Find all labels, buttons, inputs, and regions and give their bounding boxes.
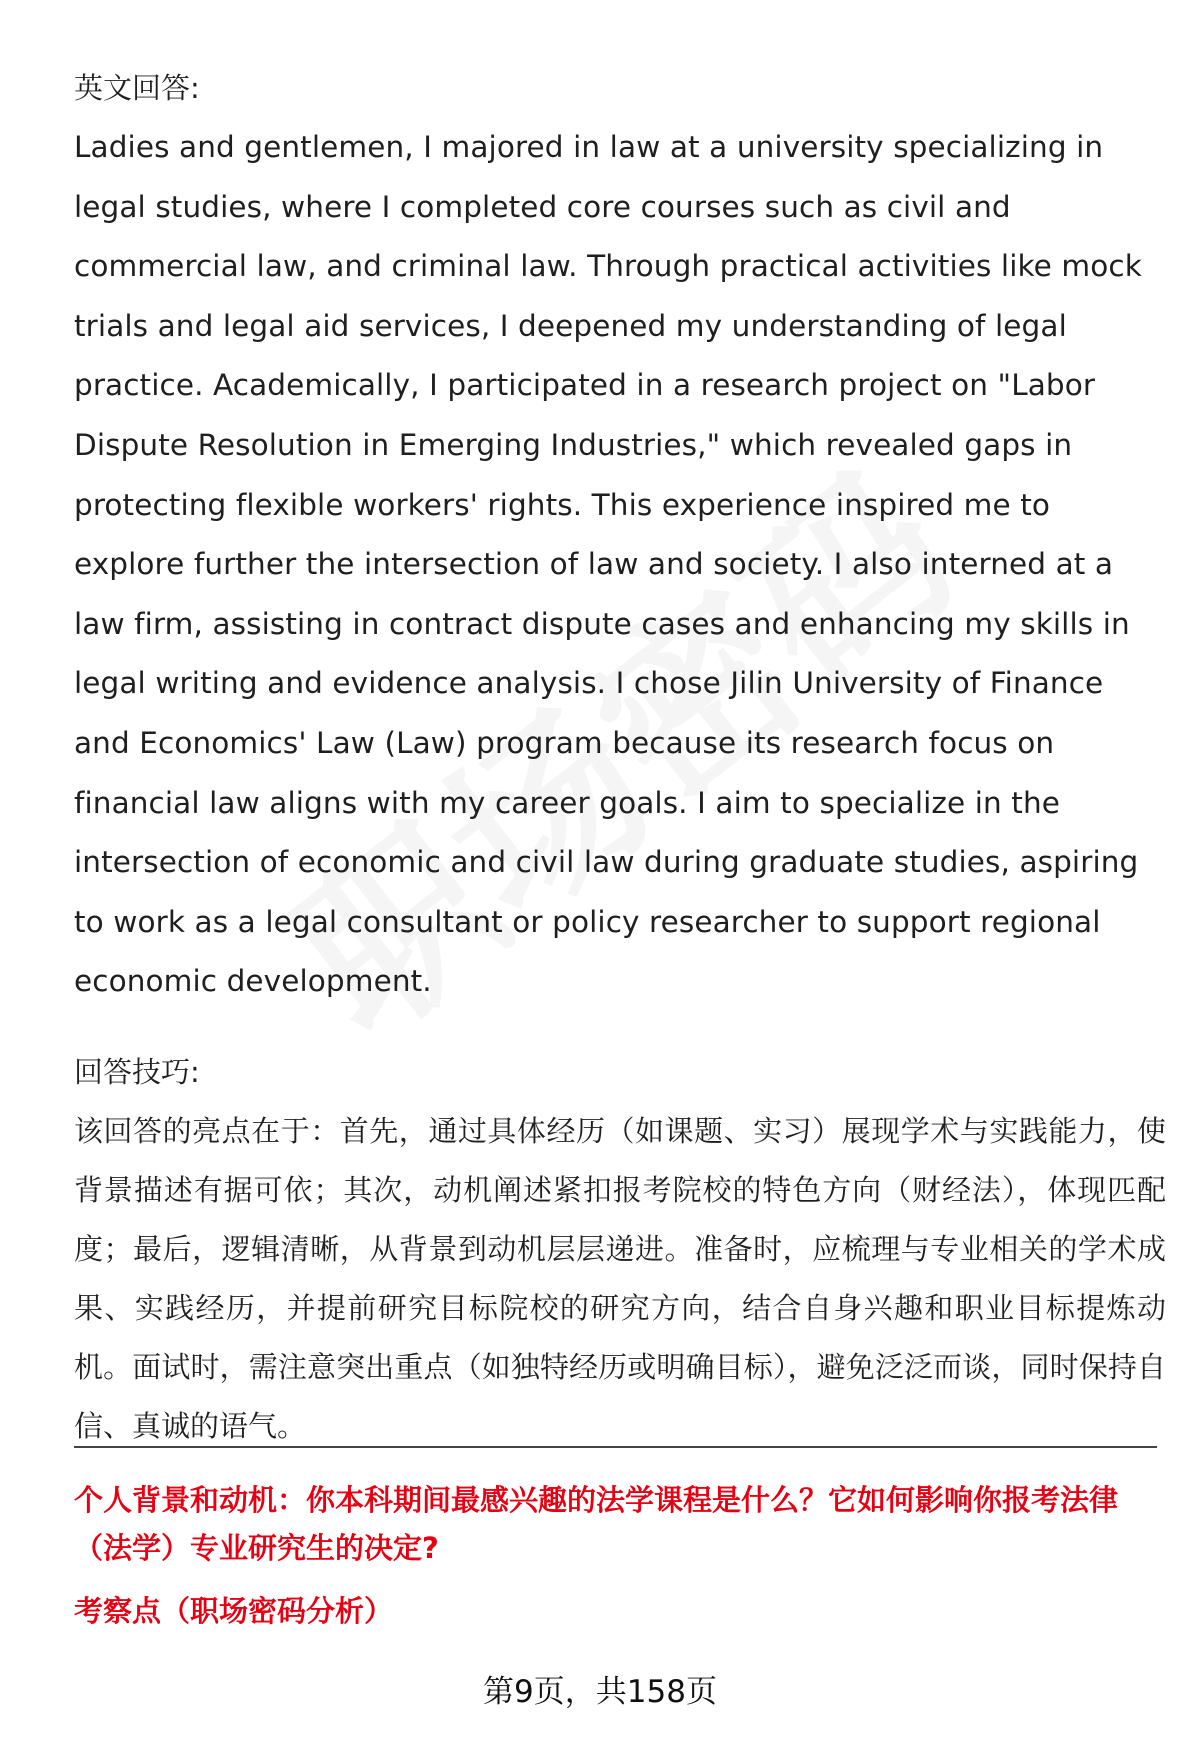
english-answer-text: Ladies and gentlemen, I majored in law at a university specializing in legal studies, where I completed core courses such as civil and commercial law, and criminal law. Through practical activities like mock trials and legal aid services, I deepened my understanding of legal practice. Academically, I participated in a research project on "Labor Dispute Resolution in Emerging Industries," which revealed gaps in protecting flexible workers' rights. This experience inspired me to explore further the intersection of law and society. I also interned at a law firm, assisting in contract dispute cases and enhancing my skills in legal writing and evidence analysis. I chose Jilin University of Finance and Economics' Law (Law) program because its research focus on financial law aligns with my career goals. I aim to specialize in the intersection of economic and civil law during graduate studies, aspiring to work as a legal consultant or policy researcher to support regional economic development. bbox=[74, 130, 1142, 999]
section-divider bbox=[74, 1446, 1157, 1448]
english-answer-label: 英文回答: bbox=[74, 71, 200, 105]
next-question-heading: 个人背景和动机：你本科期间最感兴趣的法学课程是什么？它如何影响你报考法律（法学）专业研究生的决定? bbox=[74, 1483, 1119, 1565]
tips-label: 回答技巧: bbox=[74, 1054, 200, 1089]
page-footer: 第9页，共158页 bbox=[483, 1674, 717, 1710]
tips-text: 该回答的亮点在于：首先，通过具体经历（如课题、实习）展现学术与实践能力，使背景描述有据可依；其次，动机阐述紧扣报考院校的特色方向（财经法），体现匹配度；最后，逻辑清晰，从背景到动机层层递进。准备时，应梳理与专业相关的学术成果、实践经历，并提前研究目标院校的研究方向，结合自身兴趣和职业目标提炼动机。面试时，需注意突出重点（如独特经历或明确目标），避免泛泛而谈，同时保持自信、真诚的语气。 bbox=[74, 1113, 1166, 1443]
answer-content bbox=[74, 58, 1166, 1456]
section-title: 考察点（职场密码分析） bbox=[74, 1594, 394, 1628]
